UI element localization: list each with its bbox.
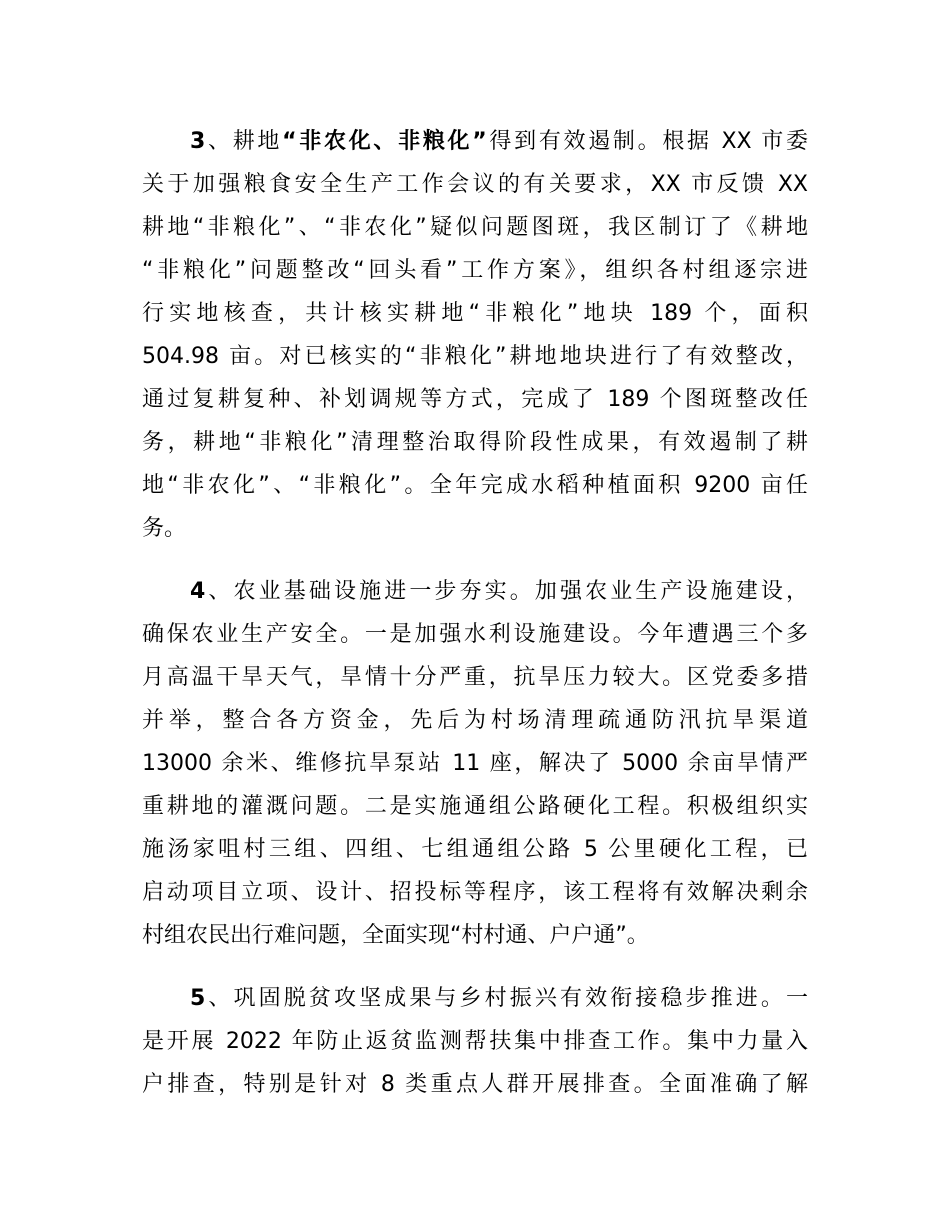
- line-text: 、巩固脱贫攻坚成果与乡村振兴有效衔接稳步推进。一: [205, 986, 808, 1011]
- line-text: 得到有效遏制。根据 XX 市委: [486, 129, 808, 154]
- paragraph-line: 通过复耕复种、补划调规等方式，完成了 189 个图斑整改任: [142, 387, 808, 412]
- paragraph-line: 启动项目立项、设计、招投标等程序，该工程将有效解决剩余: [142, 880, 808, 905]
- section-number: 3: [190, 129, 206, 154]
- line-text: 、耕地: [205, 129, 283, 154]
- bold-phrase: “非农化、非粮化”: [282, 129, 487, 154]
- paragraph-line: “非粮化”问题整改“回头看”工作方案》，组织各村组逐宗进: [142, 258, 808, 283]
- paragraph-line: 地“非农化”、“非粮化”。全年完成水稻种植面积 9200 亩任: [142, 473, 808, 498]
- paragraph-line: [190, 577, 808, 607]
- paragraph-line: 并举，整合各方资金，先后为村场清理疏通防汛抗旱渠道: [142, 708, 808, 733]
- paragraph-line: 是开展 2022 年防止返贫监测帮扶集中排查工作。集中力量入: [142, 1029, 808, 1054]
- paragraph-line: [190, 127, 808, 157]
- paragraph-line: 村组农民出行难问题，全面实现“村村通、户户通”。: [142, 923, 649, 948]
- paragraph-line: 504.98 亩。对已核实的“非粮化”耕地地块进行了有效整改，: [142, 344, 808, 369]
- paragraph-line: 耕地“非粮化”、“非农化”疑似问题图斑，我区制订了《耕地: [142, 215, 808, 240]
- paragraph-line: 月高温干旱天气，旱情十分严重，抗旱压力较大。区党委多措: [142, 665, 808, 690]
- line-text: 、农业基础设施进一步夯实。加强农业生产设施建设，: [205, 579, 808, 604]
- paragraph-line: 施汤家咀村三组、四组、七组通组公路 5 公里硬化工程，已: [142, 837, 808, 862]
- paragraph-line: 13000 余米、维修抗旱泵站 11 座，解决了 5000 余亩旱情严: [142, 751, 808, 776]
- paragraph-line: 务。: [142, 516, 187, 541]
- paragraph-line: 行实地核查，共计核实耕地“非粮化”地块 189 个，面积: [142, 301, 808, 326]
- paragraph-line: 户排查，特别是针对 8 类重点人群开展排查。全面准确了解: [142, 1072, 808, 1097]
- section-number: 4: [190, 579, 206, 604]
- paragraph-line: 确保农业生产安全。一是加强水利设施建设。今年遭遇三个多: [142, 622, 808, 647]
- section-number: 5: [190, 986, 206, 1011]
- paragraph-line: 务，耕地“非粮化”清理整治取得阶段性成果，有效遏制了耕: [142, 430, 808, 455]
- paragraph-line: [190, 984, 808, 1014]
- paragraph-line: 重耕地的灌溉问题。二是实施通组公路硬化工程。积极组织实: [142, 794, 808, 819]
- paragraph-line: 关于加强粮食安全生产工作会议的有关要求，XX 市反馈 XX: [142, 172, 808, 197]
